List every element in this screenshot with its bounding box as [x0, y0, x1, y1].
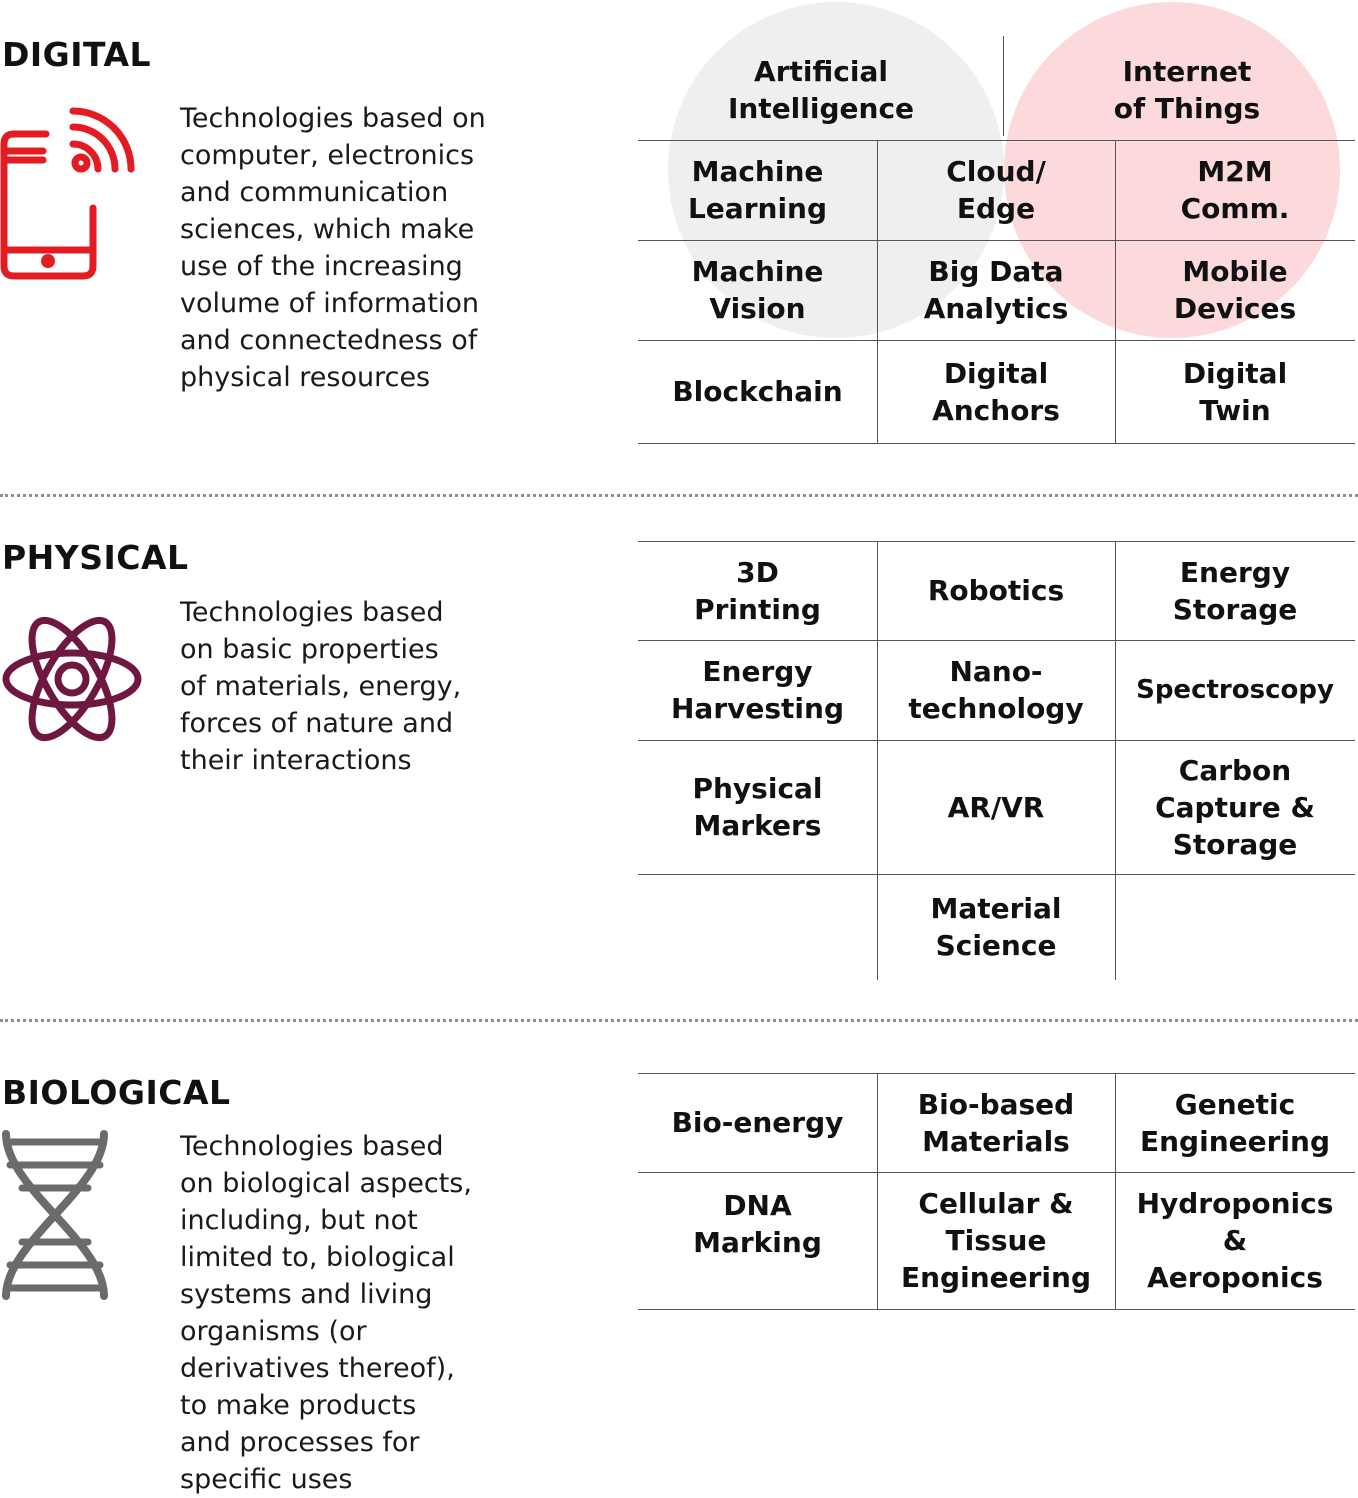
tech-cell: Energy Storage	[1172, 555, 1298, 626]
tech-cell: Physical Markers	[692, 772, 823, 842]
tech-cell: Blockchain	[672, 375, 843, 408]
biological-title: BIOLOGICAL	[2, 1073, 231, 1112]
section-divider	[0, 494, 1358, 497]
physical-title: PHYSICAL	[2, 538, 189, 577]
tech-cell: Digital Anchors	[932, 356, 1060, 427]
tech-cell: Big Data Analytics	[923, 255, 1069, 325]
tech-cell: Energy Harvesting	[670, 655, 844, 725]
tech-cell: 3D Printing	[694, 555, 821, 626]
tech-cell: Robotics	[927, 574, 1065, 607]
biological-description: Technologies based on biological aspects, including, but not limited to, biological systems and living organisms (or derivatives thereof), to make products and processes for specific uses	[180, 1131, 472, 1495]
tech-cell: Mobile Devices	[1173, 255, 1297, 325]
tech-cell: Machine Vision	[691, 255, 824, 325]
tech-cell-empty	[638, 874, 877, 980]
tech-cell: Digital Twin	[1182, 356, 1288, 427]
grid-line	[638, 1309, 1355, 1310]
tech-cell: Spectroscopy	[1136, 674, 1334, 705]
section-divider	[0, 1019, 1358, 1022]
tech-cell: DNA Marking	[693, 1189, 822, 1259]
tech-cell: Genetic Engineering	[1140, 1087, 1330, 1158]
tech-cell: Carbon Capture & Storage	[1155, 753, 1315, 861]
tech-cell: Material Science	[930, 892, 1062, 962]
tech-cell: Cellular & Tissue Engineering	[901, 1187, 1091, 1294]
venn-label-artificial-intelligence: Artificial Intelligence	[727, 55, 915, 125]
tech-cell-empty	[1115, 874, 1355, 980]
physical-description: Technologies based on basic properties of materials, energy, forces of nature and their interactions	[180, 597, 462, 776]
tech-cell: M2M Comm.	[1180, 155, 1290, 225]
tech-cell: Machine Learning	[687, 155, 828, 225]
tech-cell: Hydroponics & Aeroponics	[1136, 1187, 1334, 1294]
tech-cell: Cloud/ Edge	[946, 155, 1046, 225]
smartphone-wifi-icon	[0, 100, 140, 285]
tech-cell: Nano- technology	[908, 655, 1084, 725]
tech-cell: AR/VR	[947, 790, 1045, 824]
grid-line	[638, 443, 1355, 444]
digital-description: Technologies based on computer, electronics and communication sciences, which make use of the increasing volume of information and connectedness of physical resources	[180, 103, 486, 393]
tech-cell: Bio-based Materials	[917, 1087, 1075, 1158]
digital-title: DIGITAL	[2, 35, 152, 74]
tech-cell: Bio-energy	[671, 1106, 844, 1139]
atom-icon	[0, 598, 145, 760]
dna-icon	[0, 1130, 112, 1305]
venn-label-internet-of-things: Internet of Things	[1113, 55, 1261, 125]
